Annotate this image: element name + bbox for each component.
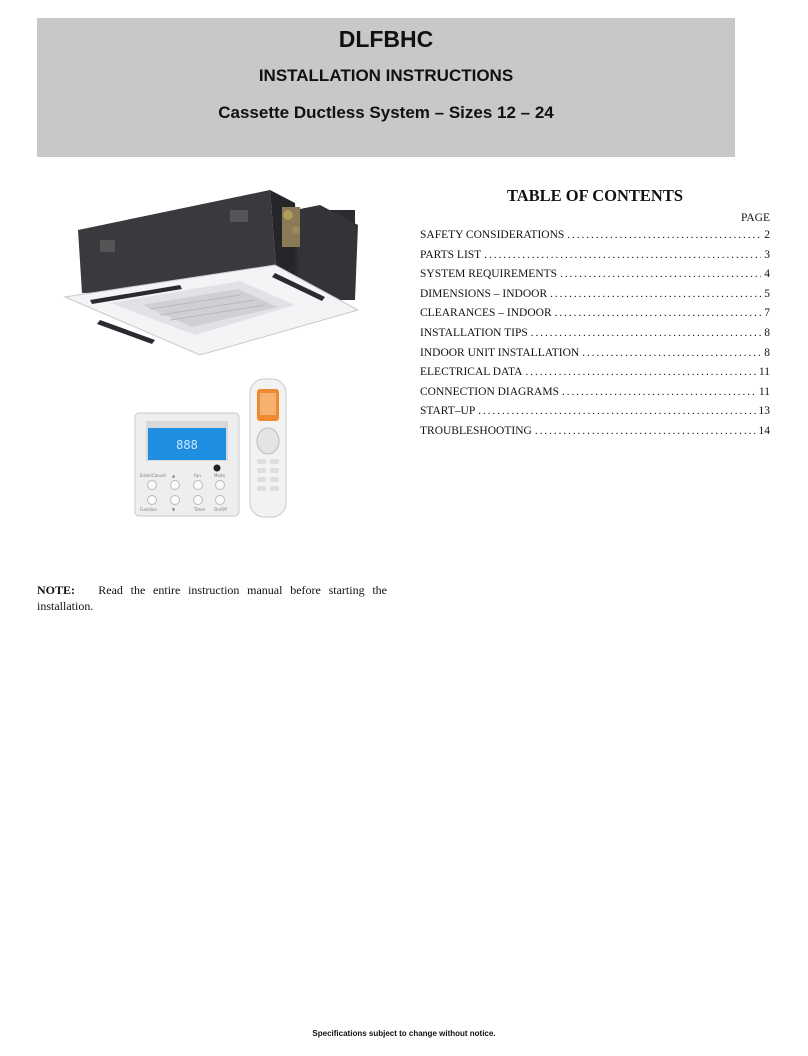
toc-entry[interactable] [420,386,770,406]
toc-entry-page: 13 [758,405,770,418]
toc-page-label: PAGE [741,212,770,224]
controller-label: On/Off [214,507,227,512]
toc-leader-dots [555,307,762,319]
controller-label: Enter/Cancel [140,473,166,478]
toc-entry-label: INDOOR UNIT INSTALLATION [420,346,580,359]
footer-disclaimer: Specifications subject to change without notice. [312,1029,496,1038]
toc-entry-label: CLEARANCES – INDOOR [420,307,552,320]
toc-entry-page: 8 [764,326,770,339]
controller-label: Timer [194,507,206,512]
table-of-contents [420,186,770,445]
toc-leader-dots [560,268,761,280]
toc-leader-dots [531,327,761,339]
toc-leader-dots [525,366,755,378]
toc-entry-label: SYSTEM REQUIREMENTS [420,268,558,281]
toc-entry-label: PARTS LIST [420,248,482,261]
toc-entry[interactable] [420,229,770,249]
toc-entry-label: DIMENSIONS – INDOOR [420,287,548,300]
toc-entry-label: SAFETY CONSIDERATIONS [420,229,565,241]
controller-display: 888 [176,438,198,452]
toc-entry[interactable] [420,366,770,386]
model-number: DLFBHC [338,26,434,52]
toc-entry-label: ELECTRICAL DATA [420,366,523,379]
toc-entry-page: 2 [764,229,770,241]
controller-label: Mode [214,473,225,478]
toc-leader-dots [562,386,756,398]
toc-entry-page: 5 [764,287,770,300]
note-label: NOTE: [37,583,76,597]
toc-entry-page: 14 [758,424,770,437]
toc-leader-dots [535,425,756,437]
toc-title: TABLE OF CONTENTS [506,186,684,205]
toc-entry-page: 11 [758,385,770,398]
toc-entry[interactable] [420,425,770,445]
toc-entry[interactable] [420,307,770,327]
note [37,582,387,614]
document-subtitle: Cassette Ductless System – Sizes 12 – 24 [218,103,554,122]
controller-label: ▼ [172,507,176,512]
toc-entry[interactable] [420,288,770,308]
toc-entry[interactable] [420,249,770,269]
controller-label: Fan [194,473,201,478]
controller-label: Function [140,507,158,512]
toc-leader-dots [567,229,761,241]
toc-entry-label: INSTALLATION TIPS [420,326,528,339]
controller-label: ▲ [172,473,176,478]
toc-entry-page: 4 [764,268,770,281]
toc-entry-page: 11 [758,366,770,379]
note-text: Read the entire instruction manual before starting the installation. [37,583,387,613]
cassette-unit-image [65,190,358,355]
toc-entries [420,229,770,445]
toc-entry-label: TROUBLESHOOTING [420,424,532,437]
toc-leader-dots [484,249,761,261]
toc-entry[interactable] [420,268,770,288]
header-band [37,18,735,157]
toc-entry-label: CONNECTION DIAGRAMS [420,385,559,398]
toc-entry-page: 7 [764,307,770,320]
toc-leader-dots [478,405,755,417]
toc-leader-dots [550,288,761,300]
wall-controller-image [135,413,239,516]
toc-entry-page: 8 [764,346,770,359]
toc-entry[interactable] [420,405,770,425]
toc-entry[interactable] [420,347,770,367]
toc-entry-page: 3 [764,248,770,261]
toc-leader-dots [582,347,761,359]
product-images [60,185,370,525]
document-type: INSTALLATION INSTRUCTIONS [258,66,514,85]
toc-entry-label: START–UP [420,405,476,418]
remote-control-image [250,379,286,517]
toc-entry[interactable] [420,327,770,347]
